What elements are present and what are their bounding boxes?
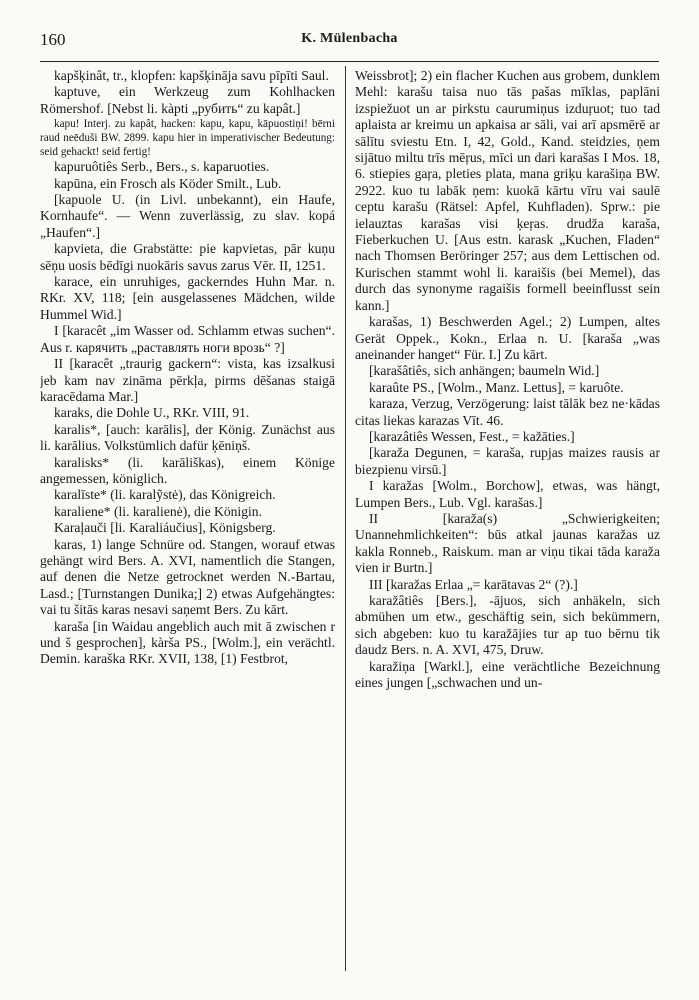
dictionary-entry: karalis*, [auch: karālis], der König. Zunächst aus li. karālius. Volkstümlich dafür ķēniņš. bbox=[40, 421, 335, 454]
dictionary-entry: I [karacêt „im Wasser od. Schlamm etwas suchen“. Aus r. карячить „раставлять ноги врозь“ ?] bbox=[40, 323, 335, 355]
dictionary-entry: kapvieta, die Grabstätte: pie kapvietas, pār kuņu sēņu uosis bēdīgi nuokāris savus zarus Vēr. II, 1251. bbox=[40, 241, 335, 273]
column-divider bbox=[345, 66, 346, 971]
dictionary-entry: karalīste* (li. karalỹstė), das Königreich. bbox=[54, 487, 276, 503]
dictionary-entry: karaliene* (li. karalienė), die Königin. bbox=[54, 503, 262, 519]
dictionary-entry: [karašâtiês, sich anhängen; baumeln Wid.] bbox=[369, 363, 600, 379]
dictionary-entry: [karazâtiês Wessen, Fest., = kažāties.] bbox=[369, 428, 575, 444]
dictionary-entry: kaptuve, ein Werkzeug zum Kohlhacken Römershof. [Nebst li. kàpti „рубить“ zu kapât.] bbox=[40, 84, 335, 116]
dictionary-entry: karašas, 1) Beschwerden Agel.; 2) Lumpen, altes Gerät Oppek., Kokn., Erlaa n. U. [karaša „was aneinander hanget“ Für. I.] Zu kārt. bbox=[355, 314, 660, 362]
dictionary-entry: II [karaža(s) „Schwierigkeiten; Unannehmlichkeiten“: būs atkal jaunas karažas uz kakla Ronneb., Raiskum. man ar viņu tikai tāda karaža vien ir Burtn.] bbox=[355, 510, 660, 576]
header-rule bbox=[40, 61, 659, 62]
dictionary-entry: karas, 1) lange Schnüre od. Stangen, worauf etwas gehängt wird Bers. A. XVI, namentlich die Stangen, auf denen die Netze getrocknet werden N.-Bartau, Lasd.; [Turnstangen Dunika;] 2) etwas Aufgehängtes: vai tu šitās karas nesavi saņemt Bers. Zu kārt. bbox=[40, 536, 335, 618]
page-header bbox=[40, 30, 659, 54]
dictionary-entry: [karaža Degunen, = karaša, rupjas maizes rausis ar biezpienu virsū.] bbox=[355, 445, 660, 477]
running-head: K. Mülenbacha bbox=[301, 31, 398, 46]
dictionary-entry: kapuruôtiês Serb., Bers., s. kaparuoties. bbox=[54, 159, 270, 175]
dictionary-entry: karalisks* (li. karāliškas), einem Könige angemessen, königlich. bbox=[40, 454, 335, 486]
dictionary-entry: karažiņa [Warkl.], eine verächtliche Bezeichnung eines jungen [„schwachen und un- bbox=[355, 658, 660, 691]
dictionary-entry: I karažas [Wolm., Borchow], etwas, was hängt, Lumpen Bers., Lub. Vgl. karašas.] bbox=[355, 478, 660, 510]
right-column bbox=[355, 68, 660, 968]
dictionary-entry: karaks, die Dohle U., RKr. VIII, 91. bbox=[54, 405, 250, 421]
dictionary-entry: II [karacêt „traurig gackern“: vista, kas izsalkusi jeb kam nav zināma pērkļa, pirms dēšanas staigā karacēdama Mar.] bbox=[40, 356, 335, 404]
left-column bbox=[40, 68, 335, 968]
dictionary-entry: [kapuole U. (in Livl. unbekannt), ein Haufe, Kornhaufe“. — Wenn zuverlässig, zu slav. kopá „Haufen“.] bbox=[40, 192, 335, 240]
page-number: 160 bbox=[40, 30, 66, 49]
dictionary-entry: karažâtiês [Bers.], -ājuos, sich anhäkeln, sich abmühen um etw., geschäftig sein, sich bekümmern, sich abgeben: kuo tu karažājies tur ap tuo bērnu tik daudz Bers. n. A. XVI, 475, Druw. bbox=[355, 593, 660, 658]
dictionary-entry: Karaļauči [li. Karaliáučius], Königsberg. bbox=[54, 520, 276, 536]
dictionary-entry: kapu! Interj. zu kapât, hacken: kapu, kapu, kāpuostiņi! bērni raud neēduši BW. 2899. kapu hier in imperativischer Bedeutung: seid gehackt! seid fertig! bbox=[40, 118, 335, 159]
dictionary-entry: karace, ein unruhiges, gackerndes Huhn Mar. n. RKr. XV, 118; [ein ausgelassenes Mädchen, wilde Hummel Wid.] bbox=[40, 274, 335, 322]
dictionary-entry: Weissbrot]; 2) ein flacher Kuchen aus grobem, dunklem Mehl: karašu taisa nuo tās pašas mīklas, paplāni izspiežuot un ar pirkstu caurumiņus izduŗuot; tuo tad aplaista ar kreimu un apkaisa ar sāli, vai arī apsmērē ar sālītu sviestu Etn. I, 42, Gold., Kand. steidzies, ņem sijātuo miltu trīs mēŗus, mīci un dari karašas I Mos. 18, 6. stiepies gaŗa, pleties plata, mana griķu karašiņa BW. 2922. kuo tu labāk ņem: kuokā kārtu vīru vai saulē ceptu karašu (Rätsel: Apfel, Kuhfladen). Sprw.: pie ielauztas karašas visi ķeŗas. drudža karaša, Fieberkuchen U. [Aus estn. karask „Kuchen, Fladen“ nach Thomsen Beröringer 257; aus dem Lettischen od. Kurischen stammt wohl li. karaišis (bei Memel), das durch das synonyme ragaišis formell beeinflusst sein kann.] bbox=[355, 68, 660, 313]
dictionary-entry: III [karažas Erlaa „= karātavas 2“ (?).] bbox=[369, 576, 578, 592]
dictionary-entry: kapšķinât, tr., klopfen: kapšķināja savu pīpīti Saul. bbox=[54, 68, 329, 83]
dictionary-entry: karaûte PS., [Wolm., Manz. Lettus], = karuôte. bbox=[369, 379, 624, 395]
dictionary-entry: kapūna, ein Frosch als Köder Smilt., Lub. bbox=[54, 175, 282, 191]
dictionary-entry: karaza, Verzug, Verzögerung: laist tālāk bez ne·kādas citas liekas karazas Vīt. 46. bbox=[355, 396, 660, 428]
dictionary-entry: karaša [in Waidau angeblich auch mit ā zwischen r und š gesprochen], kàrša PS., [Wolm.], ein verächtl. Demin. karaška RKr. XVII, 138, [1) Festbrot, bbox=[40, 618, 335, 667]
